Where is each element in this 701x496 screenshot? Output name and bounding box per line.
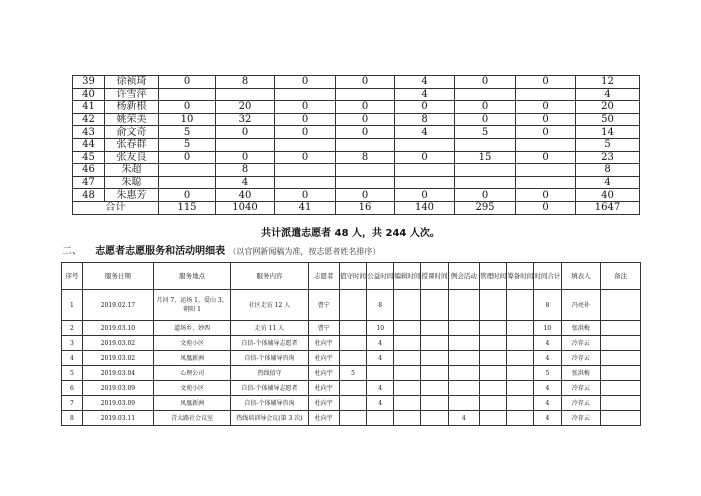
column-header: 服务地点 bbox=[153, 263, 230, 290]
table-cell bbox=[159, 164, 216, 177]
table-cell bbox=[601, 381, 641, 396]
table-row bbox=[73, 113, 640, 126]
table-cell bbox=[516, 176, 576, 189]
table-cell: 7 bbox=[62, 396, 83, 411]
table-cell: 0 bbox=[455, 113, 516, 126]
table-cell: 心理公司 bbox=[153, 366, 230, 381]
table-row bbox=[62, 321, 641, 336]
table-cell: 32 bbox=[216, 113, 275, 126]
table-cell: 0 bbox=[336, 189, 395, 202]
column-header: 值守时间 bbox=[339, 263, 366, 290]
table-cell: 8 bbox=[367, 290, 394, 321]
table-cell bbox=[336, 88, 395, 101]
table-cell: 朱惠芳 bbox=[105, 189, 159, 202]
table-cell bbox=[395, 138, 455, 151]
table-cell: 0 bbox=[455, 76, 516, 89]
table-cell bbox=[159, 88, 216, 101]
table-cell bbox=[394, 411, 421, 426]
table-cell: 青太路社会议室 bbox=[153, 411, 230, 426]
table-cell bbox=[339, 336, 366, 351]
table-cell bbox=[601, 336, 641, 351]
table-cell: 20 bbox=[576, 101, 640, 114]
table-cell: 45 bbox=[73, 151, 105, 164]
table-cell bbox=[479, 336, 506, 351]
table-cell bbox=[448, 290, 479, 321]
table-cell: 4 bbox=[534, 336, 561, 351]
table-cell: 0 bbox=[395, 189, 455, 202]
table-cell bbox=[394, 321, 421, 336]
table-cell: 4 bbox=[395, 88, 455, 101]
table-cell: 4 bbox=[448, 411, 479, 426]
table-cell: 0 bbox=[395, 151, 455, 164]
header-row bbox=[62, 263, 641, 290]
table-cell bbox=[339, 321, 366, 336]
table-cell bbox=[421, 396, 448, 411]
table-cell: 12 bbox=[576, 76, 640, 89]
table-cell: 4 bbox=[534, 396, 561, 411]
table-cell bbox=[336, 138, 395, 151]
table-cell: 0 bbox=[516, 76, 576, 89]
table-cell: 40 bbox=[576, 189, 640, 202]
table-cell: 曹宁 bbox=[308, 321, 339, 336]
column-header: 筹备时间 bbox=[507, 263, 534, 290]
table-cell bbox=[336, 164, 395, 177]
table-cell: 5 bbox=[62, 366, 83, 381]
table-cell: 杜向宇 bbox=[308, 366, 339, 381]
total-cell: 115 bbox=[159, 201, 216, 214]
table-cell: 4 bbox=[395, 76, 455, 89]
table-cell: 0 bbox=[275, 189, 336, 202]
table-cell: 8 bbox=[534, 290, 561, 321]
table-cell bbox=[367, 411, 394, 426]
table-cell: 0 bbox=[275, 151, 336, 164]
table-cell bbox=[421, 351, 448, 366]
table-cell: 48 bbox=[73, 189, 105, 202]
table-cell: 3 bbox=[62, 336, 83, 351]
total-cell: 0 bbox=[516, 201, 576, 214]
table-cell: 自信-个体辅导志愿者 bbox=[231, 381, 308, 396]
table-cell bbox=[516, 138, 576, 151]
table-cell: 4 bbox=[534, 411, 561, 426]
table-cell bbox=[479, 411, 506, 426]
table-cell: 走访 11 人 bbox=[231, 321, 308, 336]
table-cell: 8 bbox=[336, 151, 395, 164]
table-cell: 2019.03.09 bbox=[82, 381, 153, 396]
table-cell: 许雪萍 bbox=[105, 88, 159, 101]
table-cell: 冷存云 bbox=[561, 381, 601, 396]
table-row bbox=[73, 88, 640, 101]
table-cell bbox=[395, 176, 455, 189]
table-cell: 4 bbox=[367, 396, 394, 411]
table-cell bbox=[421, 290, 448, 321]
table-row bbox=[62, 381, 641, 396]
table-cell: 4 bbox=[367, 351, 394, 366]
table-cell: 5 bbox=[455, 126, 516, 139]
table-cell: 杜向宇 bbox=[308, 396, 339, 411]
section-number: 二、 bbox=[62, 246, 82, 257]
table-cell bbox=[421, 381, 448, 396]
table-cell bbox=[507, 396, 534, 411]
table-cell: 5 bbox=[576, 138, 640, 151]
total-cell: 140 bbox=[395, 201, 455, 214]
table-cell: 41 bbox=[73, 101, 105, 114]
table-cell: 张友良 bbox=[105, 151, 159, 164]
table-cell bbox=[448, 321, 479, 336]
column-header: 公益时间 bbox=[367, 263, 394, 290]
table-cell bbox=[507, 336, 534, 351]
table-cell bbox=[394, 366, 421, 381]
table-cell bbox=[394, 336, 421, 351]
table-cell: 冷存云 bbox=[561, 396, 601, 411]
table-cell bbox=[479, 396, 506, 411]
table-cell: 8 bbox=[395, 113, 455, 126]
table-cell: 2019.02.17 bbox=[82, 290, 153, 321]
table-cell: 杜向宇 bbox=[308, 381, 339, 396]
table-cell: 凤凰新洲 bbox=[153, 351, 230, 366]
table-cell: 自信-个体辅导志愿者 bbox=[231, 336, 308, 351]
table-cell: 6 bbox=[62, 381, 83, 396]
table-cell bbox=[448, 336, 479, 351]
table-cell: 4 bbox=[534, 351, 561, 366]
table-cell: 4 bbox=[534, 381, 561, 396]
table-cell: 2019.03.04 bbox=[82, 366, 153, 381]
table-cell: 冷存云 bbox=[561, 351, 601, 366]
table-cell bbox=[421, 411, 448, 426]
table-cell: 8 bbox=[216, 76, 275, 89]
table-cell: 热线培训导会议(第 3 次) bbox=[231, 411, 308, 426]
table-cell: 自信-个体辅导咨询 bbox=[231, 351, 308, 366]
column-header: 编辑时间 bbox=[394, 263, 421, 290]
table-cell bbox=[339, 290, 366, 321]
table-cell: 俞文奇 bbox=[105, 126, 159, 139]
column-header: 序号 bbox=[62, 263, 83, 290]
section-title: 志愿者志愿服务和活动明细表 bbox=[95, 246, 226, 257]
table-row bbox=[62, 366, 641, 381]
table-row bbox=[73, 138, 640, 151]
table-cell: 0 bbox=[275, 76, 336, 89]
table-cell: 张洪梅 bbox=[561, 321, 601, 336]
table-row bbox=[62, 290, 641, 321]
table-cell: 张洪梅 bbox=[561, 366, 601, 381]
table-cell bbox=[507, 366, 534, 381]
section-heading bbox=[62, 242, 380, 257]
table-cell: 40 bbox=[216, 189, 275, 202]
table-cell: 杜向宇 bbox=[308, 336, 339, 351]
table-row bbox=[62, 411, 641, 426]
table-cell: 0 bbox=[516, 101, 576, 114]
table-row bbox=[62, 336, 641, 351]
table-cell bbox=[275, 88, 336, 101]
table-cell: 23 bbox=[576, 151, 640, 164]
table-cell: 4 bbox=[576, 88, 640, 101]
column-header: 服务日期 bbox=[82, 263, 153, 290]
column-header: 管理时间 bbox=[479, 263, 506, 290]
table-cell: 39 bbox=[73, 76, 105, 89]
table-cell bbox=[479, 381, 506, 396]
table-cell: 热线值守 bbox=[231, 366, 308, 381]
table-cell: 44 bbox=[73, 138, 105, 151]
table-cell: 0 bbox=[159, 151, 216, 164]
table-cell: 凤凰新洲 bbox=[153, 396, 230, 411]
table-cell: 4 bbox=[395, 126, 455, 139]
table-cell: 0 bbox=[516, 189, 576, 202]
column-header: 授课时间 bbox=[421, 263, 448, 290]
table-cell: 2019.03.02 bbox=[82, 351, 153, 366]
table-cell bbox=[507, 351, 534, 366]
table-cell: 2019.03.02 bbox=[82, 336, 153, 351]
table-cell bbox=[421, 321, 448, 336]
table-cell: 2019.03.10 bbox=[82, 321, 153, 336]
table-cell: 姚荣美 bbox=[105, 113, 159, 126]
table-cell bbox=[455, 88, 516, 101]
table-cell: 2019.03.11 bbox=[82, 411, 153, 426]
table-cell: 文苑小区 bbox=[153, 381, 230, 396]
table-cell bbox=[339, 396, 366, 411]
table-cell: 10 bbox=[534, 321, 561, 336]
table-row bbox=[73, 176, 640, 189]
table-cell: 8 bbox=[216, 164, 275, 177]
table-cell bbox=[448, 381, 479, 396]
column-header: 时间合计 bbox=[534, 263, 561, 290]
table-cell: 43 bbox=[73, 126, 105, 139]
table-cell bbox=[394, 290, 421, 321]
table-cell: 社区走访 12 人 bbox=[231, 290, 308, 321]
total-cell: 16 bbox=[336, 201, 395, 214]
table-cell: 朱聪 bbox=[105, 176, 159, 189]
table-cell: 5 bbox=[534, 366, 561, 381]
table-cell: 2 bbox=[62, 321, 83, 336]
table-cell: 8 bbox=[576, 164, 640, 177]
table-cell: 0 bbox=[275, 113, 336, 126]
table-cell: 14 bbox=[576, 126, 640, 139]
column-header: 志愿者 bbox=[308, 263, 339, 290]
table-cell bbox=[421, 336, 448, 351]
table-cell bbox=[507, 411, 534, 426]
table-cell: 0 bbox=[275, 101, 336, 114]
table-cell: 0 bbox=[336, 101, 395, 114]
table-cell: 张春群 bbox=[105, 138, 159, 151]
table-cell: 文苑小区 bbox=[153, 336, 230, 351]
table-cell: 0 bbox=[455, 189, 516, 202]
table-cell: 46 bbox=[73, 164, 105, 177]
table-row bbox=[73, 101, 640, 114]
total-cell: 1040 bbox=[216, 201, 275, 214]
table-cell: 0 bbox=[159, 189, 216, 202]
table-cell: 1 bbox=[62, 290, 83, 321]
table-cell bbox=[448, 396, 479, 411]
table-cell bbox=[394, 381, 421, 396]
total-row bbox=[73, 201, 640, 214]
table-cell bbox=[448, 366, 479, 381]
table-cell bbox=[448, 351, 479, 366]
table-cell: 4 bbox=[62, 351, 83, 366]
table-cell bbox=[479, 290, 506, 321]
total-cell: 295 bbox=[455, 201, 516, 214]
table-cell: 10 bbox=[367, 321, 394, 336]
table-cell: 0 bbox=[275, 126, 336, 139]
table-cell: 50 bbox=[576, 113, 640, 126]
table-cell: 5 bbox=[159, 126, 216, 139]
table-cell bbox=[275, 138, 336, 151]
table-cell bbox=[216, 138, 275, 151]
table-cell: 20 bbox=[216, 101, 275, 114]
table-cell bbox=[601, 396, 641, 411]
table-cell: 2019.03.09 bbox=[82, 396, 153, 411]
table-cell bbox=[479, 321, 506, 336]
table-cell bbox=[339, 351, 366, 366]
table-cell: 4 bbox=[216, 176, 275, 189]
table-row bbox=[62, 351, 641, 366]
table-cell: 道场乡、妙西 bbox=[153, 321, 230, 336]
table-cell: 月河 7、运场 1、爱山 3、朝阳 1 bbox=[153, 290, 230, 321]
table-cell bbox=[159, 176, 216, 189]
table-cell bbox=[601, 351, 641, 366]
volunteer-summary: 共计派遣志愿者 48 人，共 244 人次。 bbox=[261, 228, 440, 239]
table-cell: 0 bbox=[516, 126, 576, 139]
table-row bbox=[73, 151, 640, 164]
table-cell: 40 bbox=[73, 88, 105, 101]
table-cell: 5 bbox=[159, 138, 216, 151]
column-header: 例会活动 bbox=[448, 263, 479, 290]
table-cell bbox=[275, 164, 336, 177]
table-cell: 自信-个体辅导咨询 bbox=[231, 396, 308, 411]
table-cell: 0 bbox=[336, 113, 395, 126]
table-cell bbox=[601, 321, 641, 336]
table-cell: 冷存云 bbox=[561, 411, 601, 426]
table-cell bbox=[601, 411, 641, 426]
table-cell bbox=[339, 411, 366, 426]
service-activity-table bbox=[61, 262, 641, 426]
table-cell: 5 bbox=[339, 366, 366, 381]
volunteer-hours-table bbox=[72, 75, 640, 215]
table-cell bbox=[275, 176, 336, 189]
table-cell: 10 bbox=[159, 113, 216, 126]
table-cell bbox=[455, 164, 516, 177]
table-cell bbox=[394, 351, 421, 366]
table-cell: 0 bbox=[516, 151, 576, 164]
table-cell: 0 bbox=[216, 151, 275, 164]
table-cell: 0 bbox=[395, 101, 455, 114]
table-cell: 47 bbox=[73, 176, 105, 189]
table-cell bbox=[216, 88, 275, 101]
table-row bbox=[73, 164, 640, 177]
total-label: 合计 bbox=[73, 201, 159, 214]
table-cell bbox=[601, 366, 641, 381]
table-cell: 杜向宇 bbox=[308, 411, 339, 426]
table-cell: 0 bbox=[336, 76, 395, 89]
table-cell bbox=[395, 164, 455, 177]
table-cell: 4 bbox=[367, 381, 394, 396]
table-cell: 4 bbox=[367, 336, 394, 351]
table-cell: 0 bbox=[455, 101, 516, 114]
table-cell bbox=[339, 381, 366, 396]
table-cell: 曹宁 bbox=[308, 290, 339, 321]
table-cell: 杜向宇 bbox=[308, 351, 339, 366]
table-row bbox=[62, 396, 641, 411]
table-cell bbox=[507, 381, 534, 396]
column-header: 服务内容 bbox=[231, 263, 308, 290]
table-cell bbox=[336, 176, 395, 189]
table-cell bbox=[394, 396, 421, 411]
table-cell bbox=[421, 366, 448, 381]
column-header: 备注 bbox=[601, 263, 641, 290]
table-cell bbox=[455, 176, 516, 189]
table-cell: 冯亮补 bbox=[561, 290, 601, 321]
table-cell: 15 bbox=[455, 151, 516, 164]
section-note: （以官网新闻稿为准，按志愿者姓名排序） bbox=[228, 247, 381, 256]
column-header: 填表人 bbox=[561, 263, 601, 290]
table-cell: 朱超 bbox=[105, 164, 159, 177]
table-row bbox=[73, 76, 640, 89]
table-cell: 徐祯琦 bbox=[105, 76, 159, 89]
table-row bbox=[73, 126, 640, 139]
table-cell: 8 bbox=[62, 411, 83, 426]
total-cell: 41 bbox=[275, 201, 336, 214]
table-cell bbox=[455, 138, 516, 151]
table-cell: 0 bbox=[516, 113, 576, 126]
table-cell: 0 bbox=[159, 101, 216, 114]
table-cell: 冷存云 bbox=[561, 336, 601, 351]
table-cell: 0 bbox=[216, 126, 275, 139]
table-cell bbox=[367, 366, 394, 381]
table-cell bbox=[601, 290, 641, 321]
total-cell: 1647 bbox=[576, 201, 640, 214]
table-cell bbox=[516, 88, 576, 101]
table-row bbox=[73, 189, 640, 202]
table-cell bbox=[479, 366, 506, 381]
table-cell: 0 bbox=[336, 126, 395, 139]
table-cell: 杨新根 bbox=[105, 101, 159, 114]
table-cell: 42 bbox=[73, 113, 105, 126]
table-cell bbox=[516, 164, 576, 177]
table-cell: 4 bbox=[576, 176, 640, 189]
table-cell: 0 bbox=[159, 76, 216, 89]
table-cell bbox=[507, 290, 534, 321]
table-cell bbox=[479, 351, 506, 366]
table-cell bbox=[507, 321, 534, 336]
